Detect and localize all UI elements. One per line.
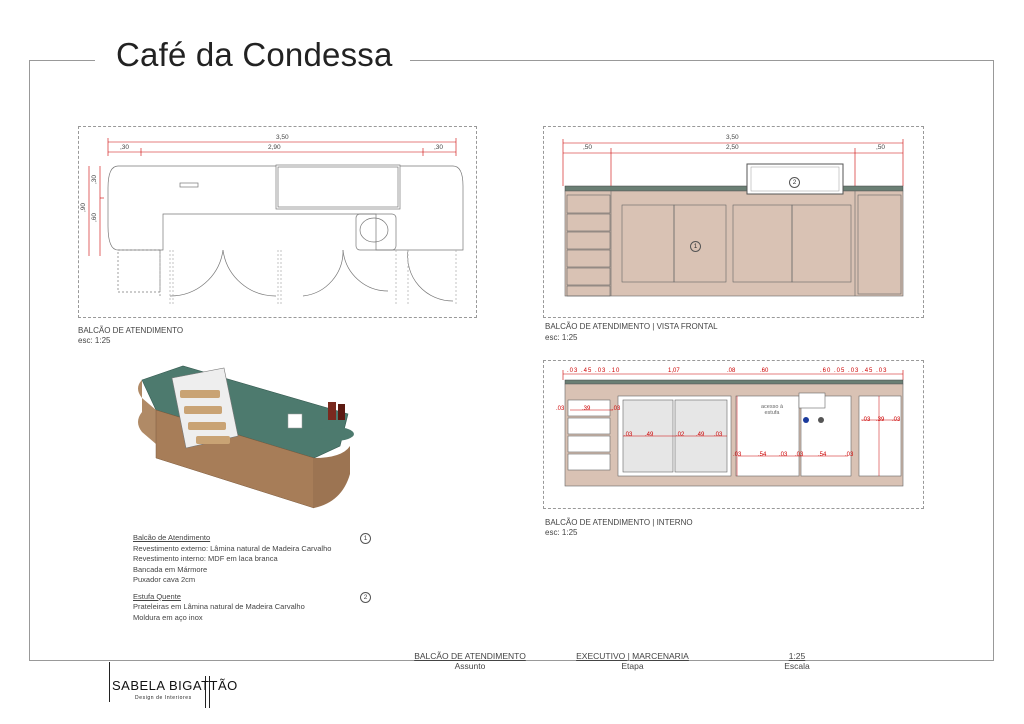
note-1-line-2: Revestimento interno: MDF em laca branca: [133, 554, 278, 563]
internal-in-16: .54: [818, 452, 827, 458]
plan-scale: esc: 1:25: [78, 336, 111, 345]
internal-in-23: .39: [876, 417, 885, 423]
tb-stage: [565, 651, 700, 671]
internal-in-14: .03: [779, 452, 788, 458]
internal-in-22: .03: [862, 417, 871, 423]
front-dim-middle: 2,50: [726, 144, 739, 151]
internal-caption: BALCÃO DE ATENDIMENTO | INTERNO: [545, 518, 693, 527]
internal-in-13: .54: [758, 452, 767, 458]
internal-scale: esc: 1:25: [545, 528, 578, 537]
note-1-line-3: Bancada em Mármore: [133, 564, 208, 574]
tb-subject-value: BALCÃO DE ATENDIMENTO: [414, 651, 526, 661]
dim-d: .10: [609, 368, 621, 374]
dim-l: .03: [876, 368, 888, 374]
plan-dim-left: ,30: [120, 144, 130, 151]
internal-in-4: .03: [624, 432, 633, 438]
plan-dim-right: ,30: [434, 144, 444, 151]
front-dim-right: ,50: [876, 144, 886, 151]
internal-in-5: .49: [645, 432, 654, 438]
internal-in-7: .02: [676, 432, 685, 438]
internal-in-2: .03: [612, 406, 621, 412]
note-2-line-1: Prateleiras em Lâmina natural de Madeira Carvalho: [133, 602, 305, 611]
front-caption: BALCÃO DE ATENDIMENTO | VISTA FRONTAL: [545, 322, 718, 331]
internal-in-15: .03: [795, 452, 804, 458]
note-1-line-4: Puxador cava 2cm: [133, 575, 196, 584]
plan-dim-h1: ,30: [91, 174, 99, 185]
internal-in-9: .03: [714, 432, 723, 438]
logo-bar-left: [109, 662, 110, 702]
plan-dim-total: 3,50: [276, 134, 289, 141]
front-view-drawing: [543, 126, 923, 317]
front-scale: esc: 1:25: [545, 333, 578, 342]
dim-b: .45: [581, 368, 593, 374]
internal-in-12: .03: [733, 452, 742, 458]
tb-scale: [770, 651, 824, 671]
plan-caption: BALCÃO DE ATENDIMENTO: [78, 326, 184, 335]
internal-top-dims-right: [820, 368, 887, 374]
internal-access-label: acesso à estufa: [760, 404, 783, 416]
tb-scale-value: 1:25: [788, 651, 806, 661]
page-title: Café da Condessa: [116, 36, 393, 73]
tb-subject: [405, 651, 535, 671]
note-1-line-1: Revestimento externo: Lâmina natural de Madeira Carvalho: [133, 543, 332, 553]
plan-dim-middle: 2,90: [268, 144, 281, 151]
plan-dim-h3: ,90: [80, 202, 88, 213]
plan-view-drawing: [78, 126, 476, 317]
front-dim-left: ,50: [583, 144, 593, 151]
logo-name: SABELA BIGATTÃO: [112, 678, 238, 693]
dim-k: .45: [862, 368, 874, 374]
note-2-title: Estufa Quente: [133, 591, 181, 601]
internal-view-drawing: [543, 360, 923, 508]
tb-stage-label: Etapa: [621, 661, 644, 671]
dim-h: .60: [820, 368, 832, 374]
front-tag-1: 1: [690, 241, 701, 252]
front-tag-2: 2: [789, 177, 800, 188]
plan-dim-h2: ,60: [91, 212, 99, 223]
internal-in-0: .03: [556, 406, 565, 412]
internal-dim-g: .60: [760, 368, 769, 374]
note-1-title: Balcão de Atendimento: [133, 533, 211, 542]
internal-in-8: .49: [696, 432, 705, 438]
internal-in-1: .39: [582, 406, 591, 412]
internal-in-17: .03: [845, 452, 854, 458]
internal-in-24: .03: [892, 417, 901, 423]
frame-top-left: [29, 60, 95, 61]
note-2-line-2: Moldura em aço inox: [133, 612, 203, 622]
note-2-num: 2: [360, 592, 371, 603]
internal-dim-e: 1,07: [668, 368, 680, 374]
logo-subtitle: Design de Interiores: [135, 695, 192, 701]
dim-i: .05: [834, 368, 846, 374]
internal-top-dims: [567, 368, 620, 374]
front-dim-total: 3,50: [726, 134, 739, 141]
note-1-num: 1: [360, 533, 371, 544]
notes-block: [133, 533, 373, 623]
dim-c: .03: [595, 368, 607, 374]
frame-top-right: [410, 60, 993, 61]
dim-j: .03: [848, 368, 860, 374]
internal-dim-f: .08: [727, 368, 736, 374]
tb-subject-label: Assunto: [454, 661, 486, 671]
counter-3d-render: [128, 362, 368, 510]
tb-stage-value: EXECUTIVO | MARCENARIA: [576, 651, 689, 661]
tb-scale-label: Escala: [784, 661, 810, 671]
dim-a: .03: [567, 368, 579, 374]
